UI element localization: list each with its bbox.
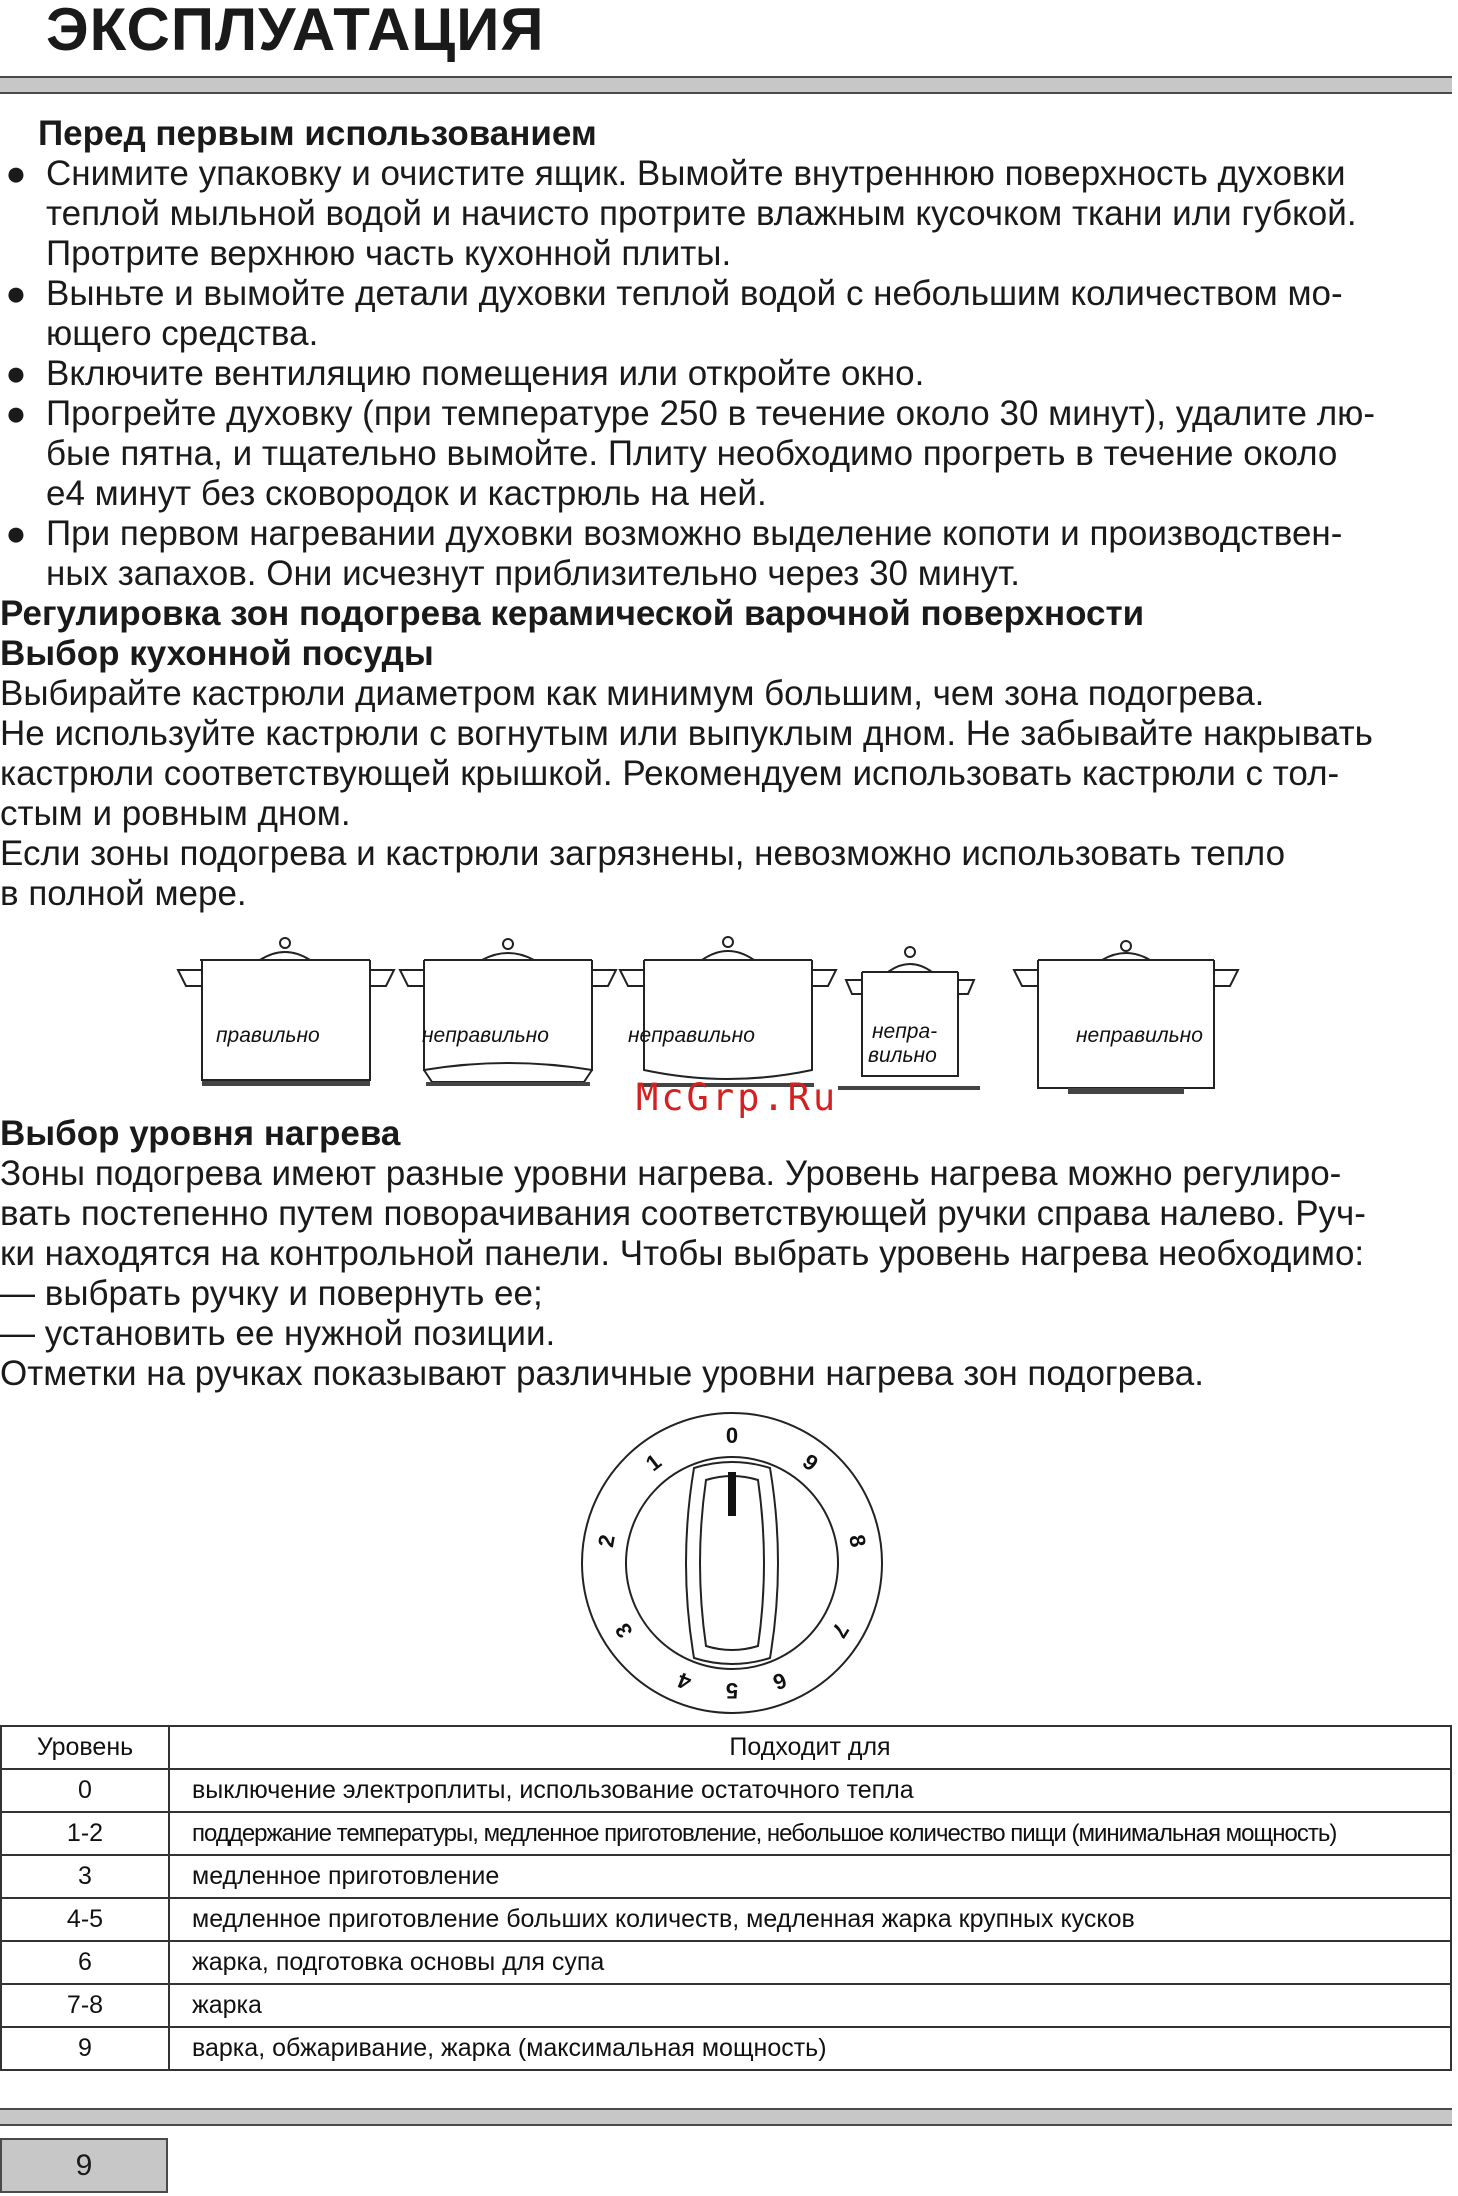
heat-level-table — [0, 1725, 1452, 2071]
table-cell-use: варка, обжаривание, жарка (максимальная мощность) — [169, 2027, 1451, 2070]
footer-rule — [0, 2108, 1452, 2126]
list-item — [0, 154, 1456, 274]
list-item-line: Выньте и вымойте детали духовки теплой водой с небольшим количеством мо- — [46, 274, 1343, 313]
table-cell-level: 6 — [1, 1941, 169, 1984]
knob-mark: 9 — [797, 1448, 824, 1477]
before-first-use-section — [0, 114, 1456, 914]
knob-indicator — [728, 1472, 736, 1516]
list-item — [0, 394, 1456, 514]
table-row — [1, 1898, 1451, 1941]
list-item — [0, 274, 1456, 354]
cookware-line: Если зоны подогрева и кастрюли загрязнены, невозможно использовать тепло — [0, 834, 1286, 873]
pot-concave-icon — [400, 939, 616, 1086]
knob-mark: 3 — [609, 1618, 638, 1643]
cookware-line: Не используйте кастрюли с вогнутым или выпуклым дном. Не забывайте накрывать — [0, 714, 1373, 753]
knob-mark: 6 — [769, 1667, 791, 1696]
table-row — [1, 1855, 1451, 1898]
knob-mark: 7 — [826, 1618, 855, 1643]
table-cell-level: 3 — [1, 1855, 169, 1898]
cookware-line: стым и ровным дном. — [0, 794, 351, 833]
list-item-line: Снимите упаковку и очистите ящик. Вымойте внутреннюю поверхность духовки — [46, 154, 1346, 193]
list-item-line: теплой мыльной водой и начисто протрите влажным кусочком ткани или губкой. — [46, 194, 1357, 233]
table-cell-level: 0 — [1, 1769, 169, 1812]
heat-level-line: ки находятся на контрольной панели. Чтобы выбрать уровень нагрева необходимо: — [0, 1234, 1365, 1273]
table-header-row — [1, 1726, 1451, 1769]
pot-label: непра- — [872, 1020, 938, 1043]
table-cell-use: жарка — [169, 1984, 1451, 2027]
knob-mark: 8 — [844, 1532, 871, 1550]
heat-level-line: — выбрать ручку и повернуть ее; — [0, 1274, 543, 1313]
list-item — [0, 514, 1456, 594]
table-cell-use: медленное приготовление больших количеств, медленная жарка крупных кусков — [169, 1898, 1451, 1941]
heat-level-line: вать постепенно путем поворачивания соответствующей ручки справа налево. Руч- — [0, 1194, 1366, 1233]
cookware-heading: Выбор кухонной посуды — [0, 634, 434, 673]
bullet-icon: ● — [5, 154, 27, 193]
pot-label: вильно — [868, 1044, 937, 1067]
table-row — [1, 1812, 1451, 1855]
list-item-line: ных запахов. Они исчезнут приблизительно через 30 минут. — [46, 554, 1021, 593]
table-row — [1, 1769, 1451, 1812]
bullet-icon: ● — [5, 354, 27, 393]
column-header-level: Уровень — [1, 1726, 169, 1769]
heat-level-line: Зоны подогрева имеют разные уровни нагрева. Уровень нагрева можно регулиро- — [0, 1154, 1342, 1193]
heat-level-section — [0, 1114, 1456, 1394]
table-cell-use: выключение электроплиты, использование остаточного тепла — [169, 1769, 1451, 1812]
table-cell-use: медленное приготовление — [169, 1855, 1451, 1898]
pot-label: неправильно — [422, 1024, 549, 1047]
list-item-line: Прогрейте духовку (при температуре 250 в течение около 30 минут), удалите лю- — [46, 394, 1376, 433]
cookware-line: в полной мере. — [0, 874, 247, 913]
list-item-line: Включите вентиляцию помещения или откройте окно. — [46, 354, 925, 393]
bullet-icon: ● — [5, 274, 27, 313]
list-item-line: При первом нагревании духовки возможно выделение копоти и производствен- — [46, 514, 1343, 553]
table-row — [1, 2027, 1451, 2070]
heat-level-line: — установить ее нужной позиции. — [0, 1314, 556, 1353]
list-item — [0, 354, 1456, 394]
pot-label: правильно — [216, 1024, 320, 1047]
zones-heading: Регулировка зон подогрева керамической варочной поверхности — [0, 594, 1145, 633]
list-item-line: е4 минут без сковородок и кастрюль на ней. — [46, 474, 767, 513]
page-title: ЭКСПЛУАТАЦИЯ — [46, 0, 545, 63]
knob-mark: 4 — [673, 1667, 695, 1696]
knob-mark: 2 — [593, 1532, 620, 1550]
table-row — [1, 1941, 1451, 1984]
column-header-use: Подходит для — [169, 1726, 1451, 1769]
page-number: 9 — [0, 2138, 168, 2193]
table-cell-use: поддержание температуры, медленное приготовление, небольшое количество пищи (минимальная мощность) — [169, 1812, 1451, 1855]
table-cell-level: 4-5 — [1, 1898, 169, 1941]
knob-mark: 1 — [640, 1448, 667, 1477]
pot-small-icon — [838, 947, 980, 1090]
bullet-icon: ● — [5, 514, 27, 553]
cookware-line: Выбирайте кастрюли диаметром как минимум большим, чем зона подогрева. — [0, 674, 1265, 713]
list-item-line: ющего средства. — [46, 314, 319, 353]
table-cell-use: жарка, подготовка основы для супа — [169, 1941, 1451, 1984]
pot-label: неправильно — [1076, 1024, 1203, 1047]
heat-level-line: Отметки на ручках показывают различные уровни нагрева зон подогрева. — [0, 1354, 1204, 1393]
pot-correct-icon — [178, 938, 394, 1086]
cookware-line: кастрюли соответствующей крышкой. Рекомендуем использовать кастрюли с тол- — [0, 754, 1340, 793]
pot-label: неправильно — [628, 1024, 755, 1047]
bullet-icon: ● — [5, 394, 27, 433]
list-item-line: Протрите верхнюю часть кухонной плиты. — [46, 234, 732, 273]
header-rule — [0, 76, 1452, 94]
knob-mark: 0 — [725, 1423, 739, 1448]
list-item-line: бые пятна, и тщательно вымойте. Плиту необходимо прогреть в течение около — [46, 434, 1338, 473]
before-first-use-heading: Перед первым использованием — [38, 114, 597, 153]
table-cell-level: 1-2 — [1, 1812, 169, 1855]
table-cell-level: 7-8 — [1, 1984, 169, 2027]
pot-large-icon — [1014, 941, 1238, 1094]
table-cell-level: 9 — [1, 2027, 169, 2070]
pot-convex-icon — [620, 937, 836, 1087]
knob-mark: 5 — [725, 1678, 739, 1703]
heat-level-heading: Выбор уровня нагрева — [0, 1114, 401, 1153]
watermark: McGrp.Ru — [636, 1076, 839, 1119]
heat-knob-diagram — [572, 1410, 892, 1715]
table-row — [1, 1984, 1451, 2027]
knob-marks — [593, 1423, 871, 1703]
